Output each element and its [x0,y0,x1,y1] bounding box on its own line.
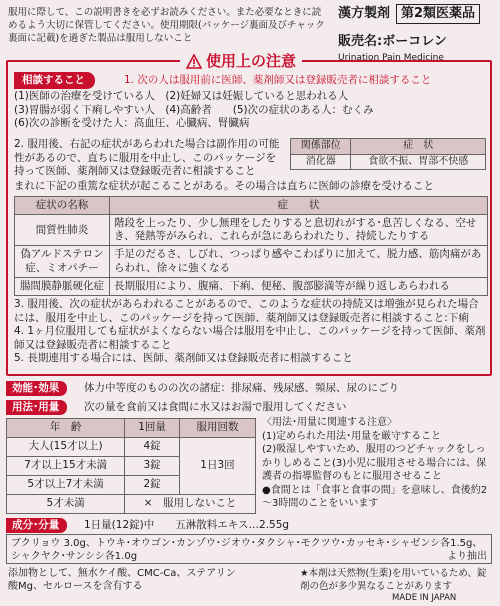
natural-note: ★本剤は天然物(生薬)を用いているため、錠剤の色が多少異なることがあります [300,568,487,592]
drug-class-badge: 第2類医薬品 [396,4,480,24]
header-right [338,4,496,64]
consult-label: 相談すること [14,72,95,89]
sym-table-header: 症 状 [110,197,488,215]
header-notice: 服用に際して、この説明書きを必ずお読みください。また必要なときに読めるよう大切に保管してください。使用期限(パッケージ裏面及びチャック裏面に記載)を過ぎた製品は服用しないこと [8,7,325,44]
consult-p1: 1. 次の人は服用前に医師、薬剤師又は登録販売者に相談すること [124,74,432,86]
sym-name: 腸間膜静脈硬化症 [15,277,110,295]
usage-label: 用法･用量 [6,400,67,415]
warning-title-text: 使用上の注意 [206,52,297,70]
kanpo-label: 漢方製剤 [338,6,391,21]
table-row [7,495,256,514]
consult-p3: 3. 服用後、次の症状があらわれることがあるので、このような症状の持続又は増強が見られた場合には、服用を中止し、このパッケージを持って医師、薬剤師又は登録販売者に相談すること:下痢 [14,298,479,324]
dose-age: 5才以上7才未満 [7,476,125,495]
sales-name: 販売名:ボーコレン [338,34,447,50]
dose-amount: 4錠 [125,438,180,457]
composition-list [6,534,492,564]
usage-notes [262,416,494,511]
sym-desc: 階段を上ったり、少し無理をしたりすると息切れがする･息苦しくなる、空せき、発熱等がみられ、これらが急にあらわれたり、持続したりする [110,215,488,246]
table-row [15,246,488,277]
sym-desc: 手足のだるさ、しびれ、つっぱり感やこわばりに加えて、脱力感、筋肉痛があらわれ、徐々に強くなる [110,246,488,277]
note-line: ●食間とは「食事と食事の間」を意味し、食後約2～3時間のことをいいます [262,484,488,509]
dose-age: 大人(15才以上) [7,438,125,457]
additive-text: 添加物として、無水ケイ酸、CMC-Ca、ステアリン酸Mg、セルロースを含有する [8,568,236,592]
dosage-table [6,418,256,514]
note-line: 〈用法･用量に関連する注意〉 [262,417,397,428]
sym-name: 偽アルドステロン症、ミオパチー [15,246,110,277]
effect-text: 体力中等度のものの次の諸症：排尿痛、残尿感、頻尿、尿のにごり [84,382,399,394]
made-in-label: MADE IN JAPAN [392,593,457,603]
table-row [15,215,488,246]
p1-item: (3)胃腸が弱く下痢しやすい人 (4)高齢者 (5)次の症状のある人：むくみ [14,103,374,116]
consult-p4: 4. 1ヶ月位服用しても症状がよくならない場合は服用を中止し、このパッケージを持って医師、薬剤師又は登録販売者に相談すること [14,325,486,351]
consult-p2b [14,180,488,194]
effect-label: 効能･効果 [6,381,67,396]
warning-title [180,52,302,71]
table-row [15,277,488,295]
sym-table-header: 症状の名称 [15,197,110,215]
dose-age: 7才以上15才未満 [7,457,125,476]
note-line: (1)定められた用法･用量を厳守すること [262,430,442,442]
composition-text: 1日量(12錠)中 五淋散料エキス…2.55g [84,519,290,531]
composition-label: 成分･分量 [6,518,67,533]
usage-text: 次の量を食前又は食間に水又はお湯で服用してください [84,401,347,413]
dose-times: 1日3回 [179,438,255,495]
dose-age: 5才未満 [7,495,125,514]
side-effect-table [290,138,486,170]
p1-item: (6)次の診断を受けた人：高血圧、心臓病、腎臓病 [14,117,250,129]
p1-item: (1)医師の治療を受けている人 (2)妊婦又は妊娠していると思われる人 [14,90,349,102]
table-row [291,154,486,170]
dose-header-times: 服用回数 [179,419,255,438]
kanpo-row [338,4,496,24]
composition-list-tail: より抽出 [447,551,487,562]
consult-p5: 5. 長期連用する場合には、医師、薬剤師又は登録販売者に相談すること [14,352,353,364]
note-line: (2)吸湿しやすいため、服用のつどチャックをしっかりしめること(3)小児に服用させる場合には、保護者の指導監督のもとに服用させること [262,444,487,482]
warning-icon [186,54,202,69]
consult-p2: 2. 服用後、右記の症状があらわれた場合は副作用の可能性があるので、直ちに服用を中止し、このパッケージを持って医師、薬剤師又は登録販売者に相談すること [14,138,280,177]
dose-header-amount: 1回量 [125,419,180,438]
sales-name-en: Urination Pain Medicine [338,52,444,63]
dose-header-age: 年 齢 [7,419,125,438]
dose-under5: × 服用しないこと [125,495,256,514]
consult-p1-items [14,90,488,131]
side-table-header: 関係部位 [291,139,351,155]
sym-desc: 長期服用により、腹痛、下痢、便秘、腹部膨満等が繰り返しあらわれる [110,277,488,295]
side-table-header: 症 状 [351,139,486,155]
side-table-cell: 消化器 [291,154,351,170]
side-table-cell: 食欲不振、胃部不快感 [351,154,486,170]
dose-amount: 3錠 [125,457,180,476]
sym-name: 間質性肺炎 [15,215,110,246]
dose-amount: 2錠 [125,476,180,495]
p2b-text: まれに下記の重篤な症状が起こることがある。その場合は直ちに医師の診療を受けること [14,180,434,192]
table-row [7,438,256,457]
composition-list-text: ブクリョウ 3.0g、トウキ･オウゴン･カンゾウ･ジオウ･タクシャ･モクツウ･カッセキ･シャゼンシ各1.5g、シャクヤク･サンシシ各1.0g [11,538,483,562]
consult-p3-5 [14,298,488,366]
serious-symptom-table [14,196,488,296]
